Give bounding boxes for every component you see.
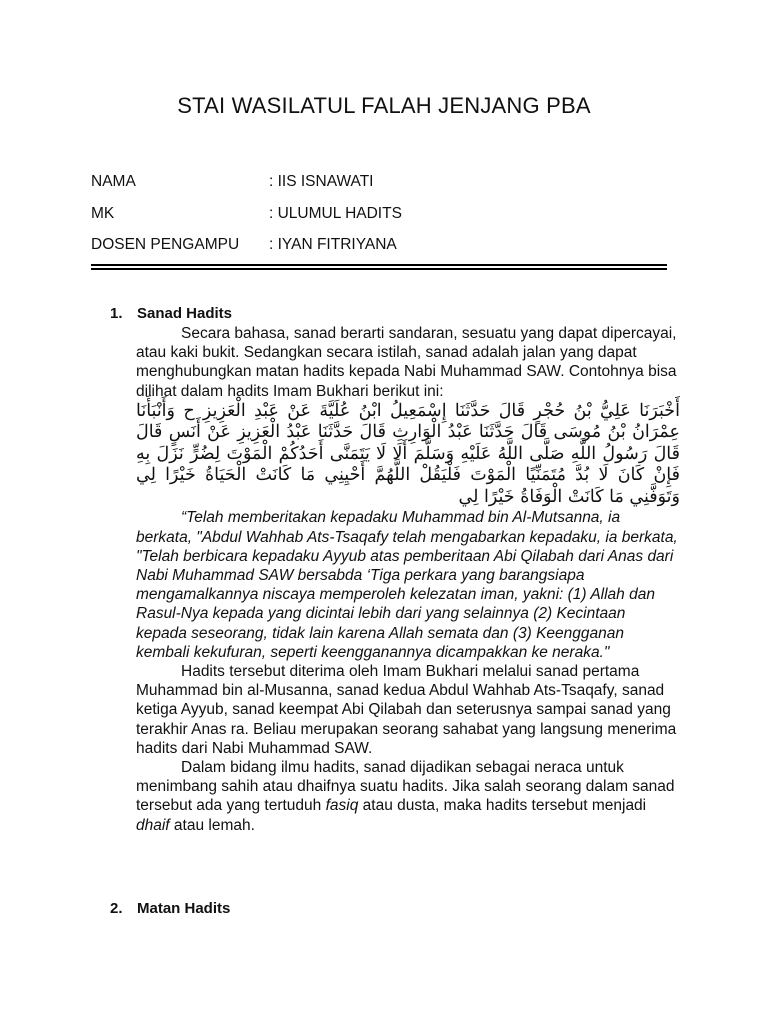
text-segment: Dalam bidang ilmu hadits, sanad dijadikan sebagai neraca untuk menimbang sahih atau dhaifnya suatu hadits. Jika salah seorang dalam sanad tersebut ada yang tertuduh bbox=[136, 758, 675, 815]
mk-value: : ULUMUL HADITS bbox=[269, 205, 402, 222]
term-dhaif: dhaif bbox=[136, 816, 170, 834]
term-fasiq: fasiq bbox=[325, 797, 359, 815]
header-divider-bottom bbox=[91, 268, 667, 270]
text-segment: atau dusta, maka hadits tersebut menjadi bbox=[358, 797, 647, 815]
section-heading-sanad bbox=[110, 305, 232, 322]
section-number: 1. bbox=[110, 305, 123, 322]
paragraph-definition: Secara bahasa, sanad berarti sandaran, sesuatu yang dapat dipercayai, atau kaki bukit. Sedangkan secara istilah, sanad adalah jalan yang dapat menghubungkan matan hadits kepada Nabi Muhammad SAW. Contohnya bisa dilihat dalam hadits Imam Bukhari berikut ini: bbox=[136, 325, 677, 400]
paragraph-sanad-chain: Hadits tersebut diterima oleh Imam Bukhari melalui sanad pertama Muhammad bin al-Musanna, sanad kedua Abdul Wahhab Ats-Tsaqafy, sanad ketiga Ayyub, sanad keempat Abi Qilabah dan seterusnya sampai sanad yang terakhir Anas ra. Beliau merupakan seorang sahabat yang langsung menerima hadits dari Nabi Muhammad SAW. bbox=[136, 662, 677, 757]
mk-label: MK bbox=[91, 205, 115, 222]
header-divider-top bbox=[91, 264, 667, 266]
dosen-value: : IYAN FITRIYANA bbox=[269, 236, 397, 253]
nama-label: NAMA bbox=[91, 173, 136, 190]
section-title: Matan Hadits bbox=[137, 900, 231, 917]
section-heading-matan bbox=[110, 900, 230, 917]
text-segment: atau lemah. bbox=[169, 816, 255, 834]
hadith-translation-quote: “Telah memberitakan kepadaku Muhammad bin Al-Mutsanna, ia berkata, "Abdul Wahhab Ats-Tsaqafy telah mengabarkan kepadaku, ia berkata, "Telah berbicara kepadaku Ayyub atas pemberitaan Abi Qilabah dari Anas dari Nabi Muhammad SAW bersabda ‘Tiga perkara yang barangsiapa mengamalkannya niscaya memperoleh kelezatan iman, yakni: (1) Allah dan Rasul-Nya kepada yang dicintai lebih dari yang selainnya (2) Kecintaan kepada seseorang, tidak lain karena Allah semata dan (3) Keengganan kembali kekufuran, seperti keengganannya dicampakkan ke neraka." bbox=[136, 509, 678, 661]
dosen-label: DOSEN PENGAMPU bbox=[91, 236, 240, 253]
section-body-sanad bbox=[136, 324, 680, 835]
section-number: 2. bbox=[110, 900, 123, 917]
page-title: STAI WASILATUL FALAH JENJANG PBA bbox=[177, 93, 591, 118]
section-title: Sanad Hadits bbox=[137, 305, 233, 322]
nama-value: : IIS ISNAWATI bbox=[269, 173, 374, 190]
paragraph-sanad-function bbox=[136, 758, 680, 835]
arabic-hadith-text: أَخْبَرَنَا عَلِيُّ بْنُ حُجْرٍ قَالَ حَدَّثَنَا إِسْمَعِيلُ ابْنُ عُلَيَّةَ عَنْ عَبْدِ الْعَزِيزِ ح وَأَنْبَأَنَا عِمْرَانُ بْنُ مُوسَى قَالَ حَدَّثَنَا عَبْدُ الْوَارِثِ قَالَ حَدَّثَنَا عَبْدُ الْعَزِيزِ عَنْ أَنَسٍ قَالَ قَالَ رَسُولُ اللَّهِ صَلَّى اللَّهُ عَلَيْهِ وَسَلَّمَ أَلَا لَا يَتَمَنَّى أَحَدُكُمْ الْمَوْتَ لِضُرٍّ نَزَلَ بِهِ فَإِنْ كَانَ لَا بُدَّ مُتَمَنِّيًا الْمَوْتَ فَلْيَقُلْ اللَّهُمَّ أَحْيِنِي مَا كَانَتْ الْحَيَاةُ خَيْرًا لِي وَتَوَفَّنِي مَا كَانَتْ الْوَفَاةُ خَيْرًا لِي bbox=[136, 400, 680, 507]
